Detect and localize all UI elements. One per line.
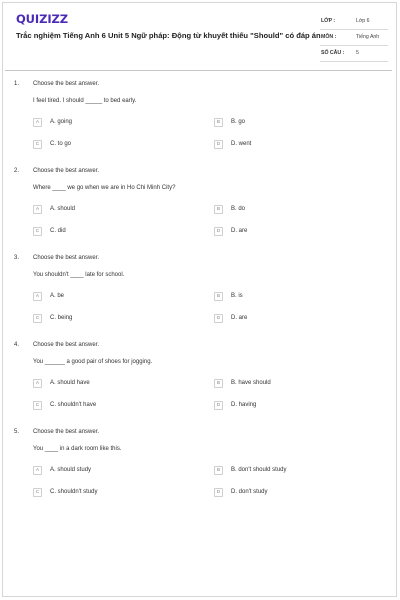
meta-row-subject (320, 30, 388, 46)
option-letter-box: B (214, 292, 223, 301)
option-letter-box: D (214, 227, 223, 236)
option-text: B. go (231, 119, 246, 125)
question-text: You shouldn't ____ late for school. (33, 272, 125, 278)
meta-key: MÔN : (321, 34, 337, 40)
option-letter-box: A (33, 118, 42, 127)
meta-value: Lớp 6 (356, 18, 370, 24)
meta-key: LỚP : (321, 18, 336, 24)
option-text: C. did (50, 228, 66, 234)
option-letter-box: D (214, 314, 223, 323)
question-number: 2. (14, 168, 20, 174)
option-letter-box: C (33, 140, 42, 149)
option-letter-box: A (33, 379, 42, 388)
option-letter-box: C (33, 314, 42, 323)
option-letter-box: B (214, 205, 223, 214)
question-2 (0, 167, 400, 247)
question-instruction: Choose the best answer. (33, 168, 100, 174)
option-text: B. don't should study (231, 467, 287, 473)
question-text: You ______ a good pair of shoes for jogging. (33, 359, 153, 365)
option-text: C. to go (50, 141, 72, 147)
question-instruction: Choose the best answer. (33, 342, 100, 348)
option-text: A. should (50, 206, 76, 212)
option-text: B. is (231, 293, 243, 299)
question-text: I feel tired. I should _____ to bed early. (33, 98, 137, 104)
option-letter-box: C (33, 401, 42, 410)
option-letter-box: B (214, 118, 223, 127)
option-letter-box: B (214, 466, 223, 475)
option-text: B. have should (231, 380, 271, 386)
option-text: D. are (231, 315, 248, 321)
question-instruction: Choose the best answer. (33, 429, 100, 435)
question-number: 3. (14, 255, 20, 261)
question-3 (0, 254, 400, 334)
question-number: 4. (14, 342, 20, 348)
option-text: D. went (231, 141, 252, 147)
meta-key: SỐ CÂU : (321, 50, 345, 56)
question-number: 5. (14, 429, 20, 435)
option-letter-box: A (33, 205, 42, 214)
option-letter-box: A (33, 292, 42, 301)
worksheet-header (0, 0, 400, 75)
option-letter-box: B (214, 379, 223, 388)
option-letter-box: D (214, 488, 223, 497)
meta-value: Tiếng Anh (356, 34, 380, 40)
option-text: A. be (50, 293, 65, 299)
option-text: D. don't study (231, 489, 268, 495)
option-text: C. being (50, 315, 73, 321)
question-4 (0, 341, 400, 421)
option-letter-box: C (33, 227, 42, 236)
option-text: D. having (231, 402, 257, 408)
question-text: You ____ in a dark room like this. (33, 446, 122, 452)
question-5 (0, 428, 400, 508)
question-number: 1. (14, 81, 20, 87)
worksheet-title: Trắc nghiệm Tiếng Anh 6 Unit 5 Ngữ pháp: Động từ khuyết thiếu "Should" có đáp án (16, 31, 321, 40)
option-text: D. are (231, 228, 248, 234)
option-text: A. should study (50, 467, 92, 473)
option-text: A. should have (50, 380, 90, 386)
option-letter-box: A (33, 466, 42, 475)
option-text: B. do (231, 206, 246, 212)
quizizz-logo: QUIZIZZ (16, 12, 68, 26)
option-text: A. going (50, 119, 73, 125)
option-text: C. shouldn't study (50, 489, 98, 495)
header-divider (5, 70, 392, 71)
question-instruction: Choose the best answer. (33, 255, 100, 261)
option-text: C. shouldn't have (50, 402, 97, 408)
meta-row-count (320, 46, 388, 62)
meta-value: 5 (356, 50, 359, 56)
option-letter-box: D (214, 140, 223, 149)
question-instruction: Choose the best answer. (33, 81, 100, 87)
meta-info (320, 14, 388, 62)
question-text: Where ____ we go when we are in Ho Chi Minh City? (33, 185, 176, 191)
option-letter-box: D (214, 401, 223, 410)
meta-row-class (320, 14, 388, 30)
option-letter-box: C (33, 488, 42, 497)
question-1 (0, 80, 400, 160)
